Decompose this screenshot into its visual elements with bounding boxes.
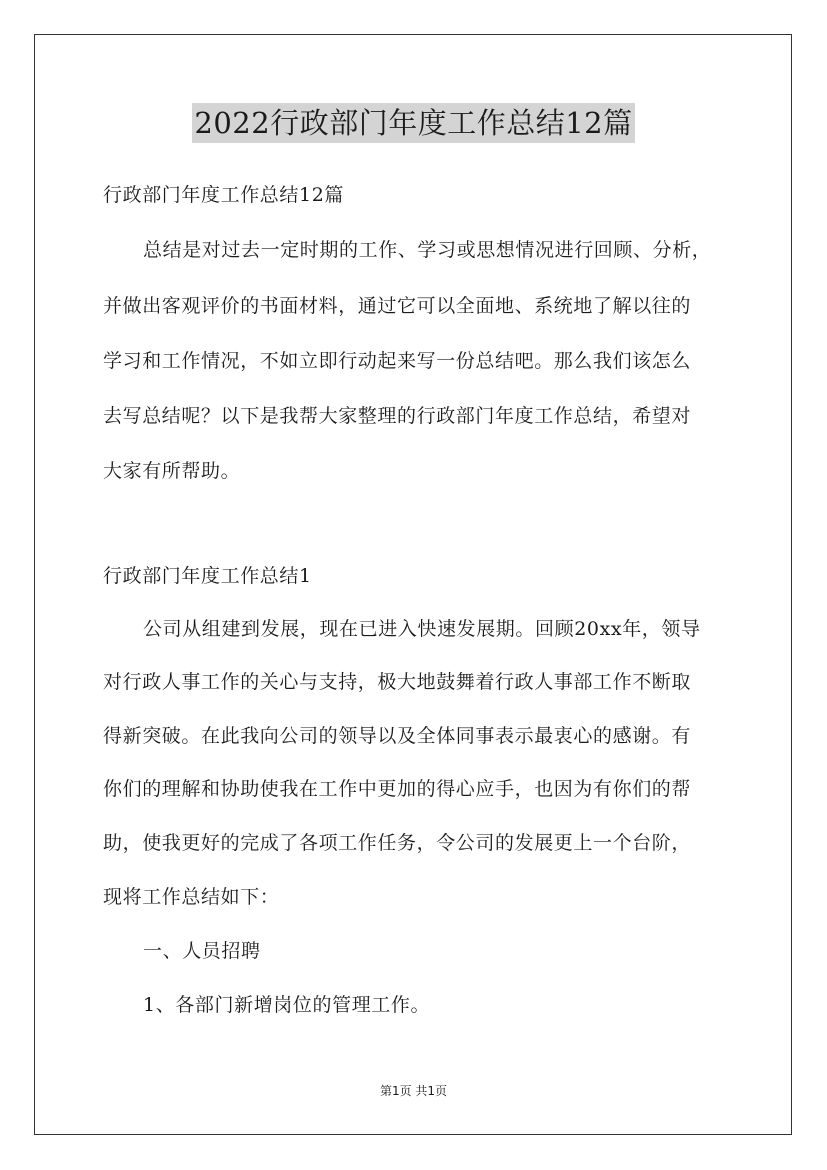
page-number: 第1页 共1页 bbox=[379, 1084, 448, 1098]
paragraph-line: 并做出客观评价的书面材料，通过它可以全面地、系统地了解以往的 bbox=[103, 295, 692, 317]
paragraph-line: 得新突破。在此我向公司的领导以及全体同事表示最衷心的感谢。有 bbox=[103, 725, 692, 747]
paragraph-line: 去写总结呢？以下是我帮大家整理的行政部门年度工作总结，希望对 bbox=[103, 405, 692, 427]
paragraph-line: 对行政人事工作的关心与支持，极大地鼓舞着行政人事部工作不断取 bbox=[103, 671, 692, 693]
paragraph-line: 现将工作总结如下： bbox=[103, 886, 280, 908]
paragraph-line: 公司从组建到发展，现在已进入快速发展期。回顾20xx年，领导 bbox=[143, 618, 701, 640]
section-heading: 行政部门年度工作总结1 bbox=[103, 565, 312, 587]
paragraph-line: 学习和工作情况，不如立即行动起来写一份总结吧。那么我们该怎么 bbox=[103, 350, 692, 372]
list-item: 1、各部门新增岗位的管理工作。 bbox=[143, 994, 431, 1016]
document-title: 2022行政部门年度工作总结12篇 bbox=[192, 103, 634, 143]
paragraph-line: 助，使我更好的完成了各项工作任务，令公司的发展更上一个台阶， bbox=[103, 832, 692, 854]
paragraph-line: 你们的理解和协助使我在工作中更加的得心应手，也因为有你们的帮 bbox=[103, 778, 692, 800]
subsection-heading: 一、人员招聘 bbox=[143, 940, 261, 962]
paragraph-line: 总结是对过去一定时期的工作、学习或思想情况进行回顾、分析， bbox=[143, 239, 712, 261]
section-heading: 行政部门年度工作总结12篇 bbox=[103, 184, 344, 206]
title-container bbox=[0, 103, 827, 143]
paragraph-line: 大家有所帮助。 bbox=[103, 460, 241, 482]
